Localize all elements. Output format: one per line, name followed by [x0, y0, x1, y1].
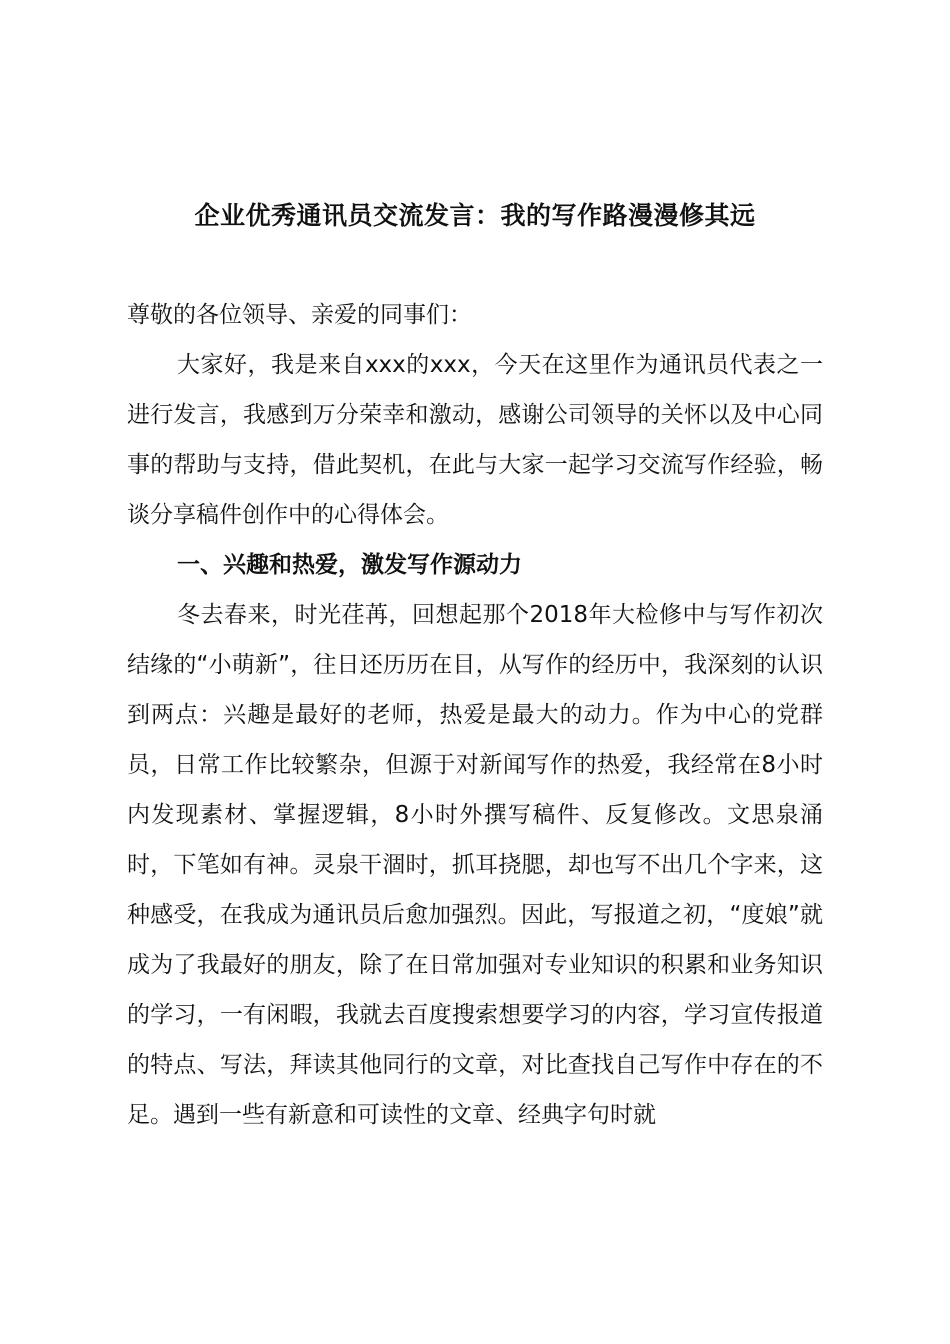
paragraph-section-1: 冬去春来，时光荏苒，回想起那个2018年大检修中与写作初次结缘的“小萌新”，往日还历历在目，从写作的经历中，我深刻的认识到两点：兴趣是最好的老师，热爱是最大的动力。作为中心的党群员，日常工作比较繁杂，但源于对新闻写作的热爱，我经常在8小时内发现素材、掌握逻辑，8小时外撰写稿件、反复修改。文思泉涌时，下笔如有神。灵泉干涸时，抓耳挠腮，却也写不出几个字来，这种感受，在我成为通讯员后愈加强烈。因此，写报道之初，“度娘”就成为了我最好的朋友，除了在日常加强对专业知识的积累和业务知识的学习，一有闲暇，我就去百度搜索想要学习的内容，学习宣传报道的特点、写法，拜读其他同行的文章，对比查找自己写作中存在的不足。遇到一些有新意和可读性的文章、经典字句时就 — [127, 602, 823, 1128]
document-body — [127, 290, 823, 1140]
section-heading: 一、兴趣和热爱，激发写作源动力 — [177, 552, 522, 578]
paragraph-intro: 大家好，我是来自xxx的xxx，今天在这里作为通讯员代表之一进行发言，我感到万分荣幸和激动，感谢公司领导的关怀以及中心同事的帮助与支持，借此契机，在此与大家一起学习交流写作经验，畅谈分享稿件创作中的心得体会。 — [127, 352, 823, 528]
document-title: 企业优秀通讯员交流发言：我的写作路漫漫修其远 — [194, 201, 756, 230]
greeting-line: 尊敬的各位领导、亲爱的同事们： — [127, 302, 472, 328]
